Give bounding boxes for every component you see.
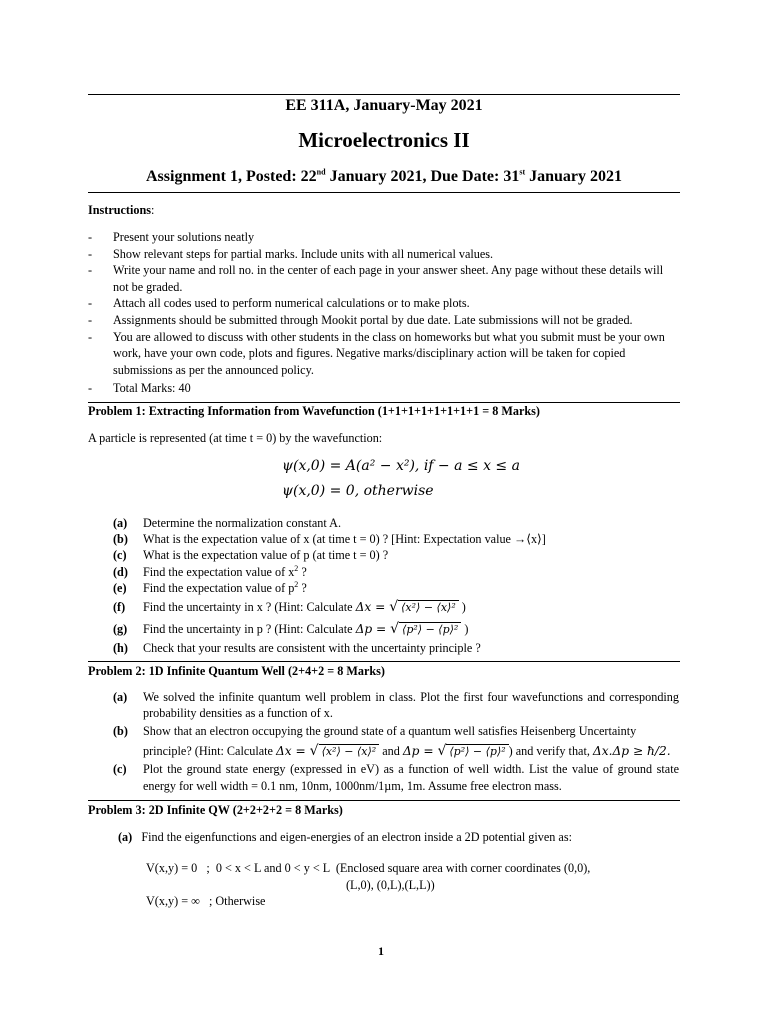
top-rule: [88, 94, 680, 95]
header-bottom-rule: [88, 192, 680, 193]
list-item: (c) What is the expectation value of p (at time t = 0) ?: [113, 548, 389, 563]
problem3-top-rule: [88, 800, 680, 801]
wavefunction-equation-1: ψ(x,0) = A(a² − x²), if − a ≤ x ≤ a: [282, 458, 520, 474]
list-item: (h) Check that your results are consistent with the uncertainty principle ?: [113, 641, 481, 656]
list-item: - Attach all codes used to perform numerical calculations or to make plots.: [88, 296, 470, 311]
course-title: EE 311A, January-May 2021: [285, 97, 483, 114]
list-item: (f) Find the uncertainty in x ? (Hint: Calculate Δx = √ ⟨x²⟩ − ⟨x⟩² ): [113, 599, 466, 616]
problem1-parts: [113, 515, 679, 656]
list-item: - Write your name and roll no. in the center of each page in your answer sheet. Any page without these details will not be graded.: [88, 263, 664, 294]
page-number: 1: [378, 944, 384, 958]
problem2-parts: [113, 689, 679, 794]
list-item: (d) Find the expectation value of $x^2$ ?: [113, 563, 307, 579]
list-item: (a) We solved the infinite quantum well problem in class. Plot the first four wavefunctions and corresponding probability densities as a function of x.: [113, 690, 679, 721]
list-item: - Total Marks: 40: [88, 381, 191, 396]
page-title: Microelectronics II: [298, 128, 470, 152]
list-item: - You are allowed to discuss with other students in the class on homeworks but what you submit must be your own work, have your own code, plots and figures. Negative marks/disciplinary action will be taken for copied submissions as per the announced policy.: [88, 329, 665, 377]
list-item: (c) Plot the ground state energy (expressed in eV) as a function of well width. List the value of ground state energy for well width = 0.1 nm, 10nm, 1000nm/1µm, 1m. Assume free electron mass.: [113, 762, 679, 793]
instructions-list: [88, 229, 680, 397]
problem1-intro: A particle is represented (at time t = 0) by the wavefunction:: [88, 431, 383, 445]
list-item: - Assignments should be submitted through Mookit portal by due date. Late submissions will not be graded.: [88, 312, 633, 327]
instructions-heading: Instructions:: [88, 203, 155, 217]
list-item: (b) What is the expectation value of x (at time t = 0) ? [Hint: Expectation value →⟨x⟩]: [113, 532, 546, 547]
list-item: (a) Determine the normalization constant A.: [113, 516, 341, 530]
list-item: (b) Show that an electron occupying the ground state of a quantum well satisfies Heisenberg Uncertainty principle? (Hint: Calculate Δx = √ ⟨x²⟩ − ⟨x⟩² and Δp = √ ⟨p²⟩ − ⟨p⟩² ) and verify that, Δx.Δp ≥ ħ/2.: [113, 724, 671, 760]
wavefunction-equation-2: ψ(x,0) = 0, otherwise: [282, 483, 434, 499]
problem3-heading: Problem 3: 2D Infinite QW (2+2+2+2 = 8 Marks): [88, 803, 343, 817]
assignment-line: Assignment 1, Posted: 22nd January 2021, Due Date: 31st January 2021: [145, 167, 623, 185]
problem2-top-rule: [88, 661, 680, 662]
problem2-heading: Problem 2: 1D Infinite Quantum Well (2+4+2 = 8 Marks): [88, 664, 385, 678]
list-item: - Show relevant steps for partial marks. Include units with all numerical values.: [88, 246, 494, 261]
potential-definition-2: V(x,y) = ∞ ; Otherwise: [146, 894, 266, 908]
problem3-part-a: (a) Find the eigenfunctions and eigen-energies of an electron inside a 2D potential given as:: [118, 830, 572, 844]
potential-definition-1b: (L,0), (0,L),(L,L)): [346, 878, 435, 892]
list-item: - Present your solutions neatly: [88, 230, 255, 244]
list-item: (g) Find the uncertainty in p ? (Hint: Calculate Δp = √ ⟨p²⟩ − ⟨p⟩² ): [113, 621, 469, 638]
problem1-heading: Problem 1: Extracting Information from Wavefunction (1+1+1+1+1+1+1+1 = 8 Marks): [88, 404, 540, 418]
potential-definition-1: V(x,y) = 0 ; 0 < x < L and 0 < y < L (Enclosed square area with corner coordinates (0,0),: [146, 861, 591, 875]
problem1-top-rule: [88, 402, 680, 403]
list-item: (e) Find the expectation value of $p^2$ ?: [113, 579, 307, 595]
